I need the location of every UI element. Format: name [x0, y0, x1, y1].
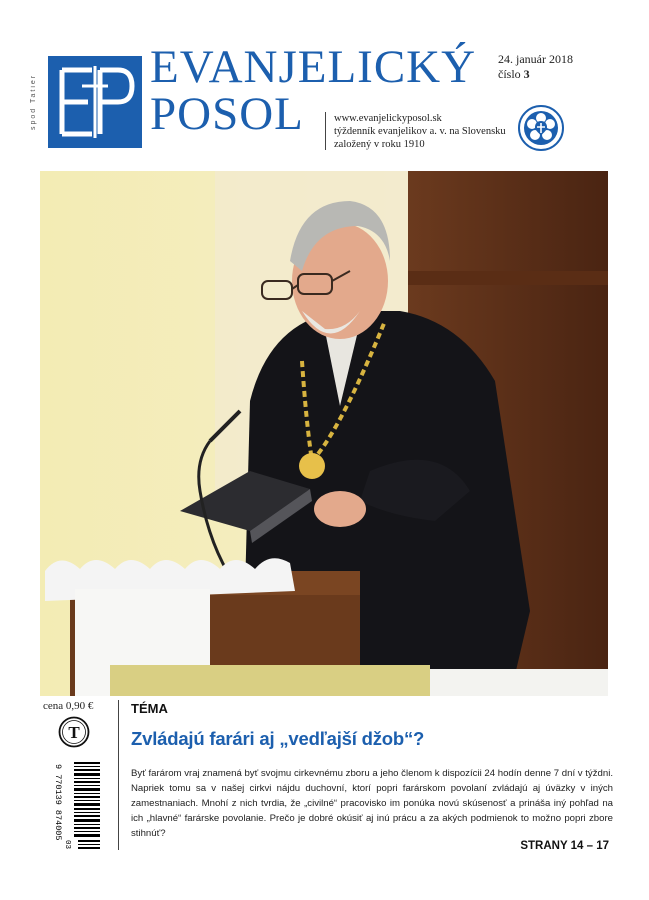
section-label: TÉMA	[131, 701, 168, 716]
issue-date: 24. január 2018	[498, 52, 573, 66]
pages-reference: STRANY 14 – 17	[520, 840, 609, 852]
footer-divider	[118, 700, 119, 850]
tatran-t-badge-icon	[58, 716, 90, 748]
barcode	[44, 760, 102, 852]
title-line-1: EVANJELICKÝ	[150, 41, 477, 93]
issue-info	[498, 52, 573, 82]
cover-photo	[40, 171, 608, 696]
tagline: týždenník evanjelikov a. v. na Slovensku	[334, 126, 506, 137]
publication-info	[334, 112, 506, 151]
barcode-addon: 03	[63, 840, 71, 850]
price-label: cena 0,90 €	[43, 700, 94, 712]
info-divider	[325, 112, 326, 150]
ep-logo	[48, 56, 142, 148]
issue-label: číslo	[498, 67, 521, 81]
title-line-2: POSOL	[150, 88, 304, 140]
barcode-icon	[44, 760, 102, 852]
luther-rose-seal-icon	[517, 104, 565, 152]
pastor-reading-illustration	[40, 171, 608, 696]
barcode-digits: 9 770139 874005	[53, 764, 63, 841]
ep-logo-icon	[48, 56, 142, 148]
founded-text: založený v roku 1910	[334, 139, 425, 150]
cover-teaser-text: Byť farárom vraj znamená byť svojmu cirkevnému zboru a jeho členom k dispozícii 24 hodín denne 7 dní v týždni. Napriek tomu sa v našej cirkvi nájdu duchovní, ktorí popri farárskom povolaní zvládajú aj úväzky v iných zamestnaniach. Mnohí z nich tvrdia, že „civilné“ pracovisko im ponúka novú skúsenosť a prináša iný pohľad na ich „hlavné“ farárske povolanie. Prečo je dobré okúsiť aj inú prácu a za akých podmienok to možno popri zbore stihnúť?	[131, 768, 613, 839]
issue-number: 3	[523, 67, 530, 81]
website-link[interactable]: www.evanjelickyposol.sk	[334, 113, 442, 124]
badge-letter: T	[68, 723, 80, 742]
cover-headline[interactable]: Zvládajú farári aj „vedľajší džob“?	[131, 728, 425, 749]
masthead-vertical-text: spod Tatier	[30, 73, 37, 131]
